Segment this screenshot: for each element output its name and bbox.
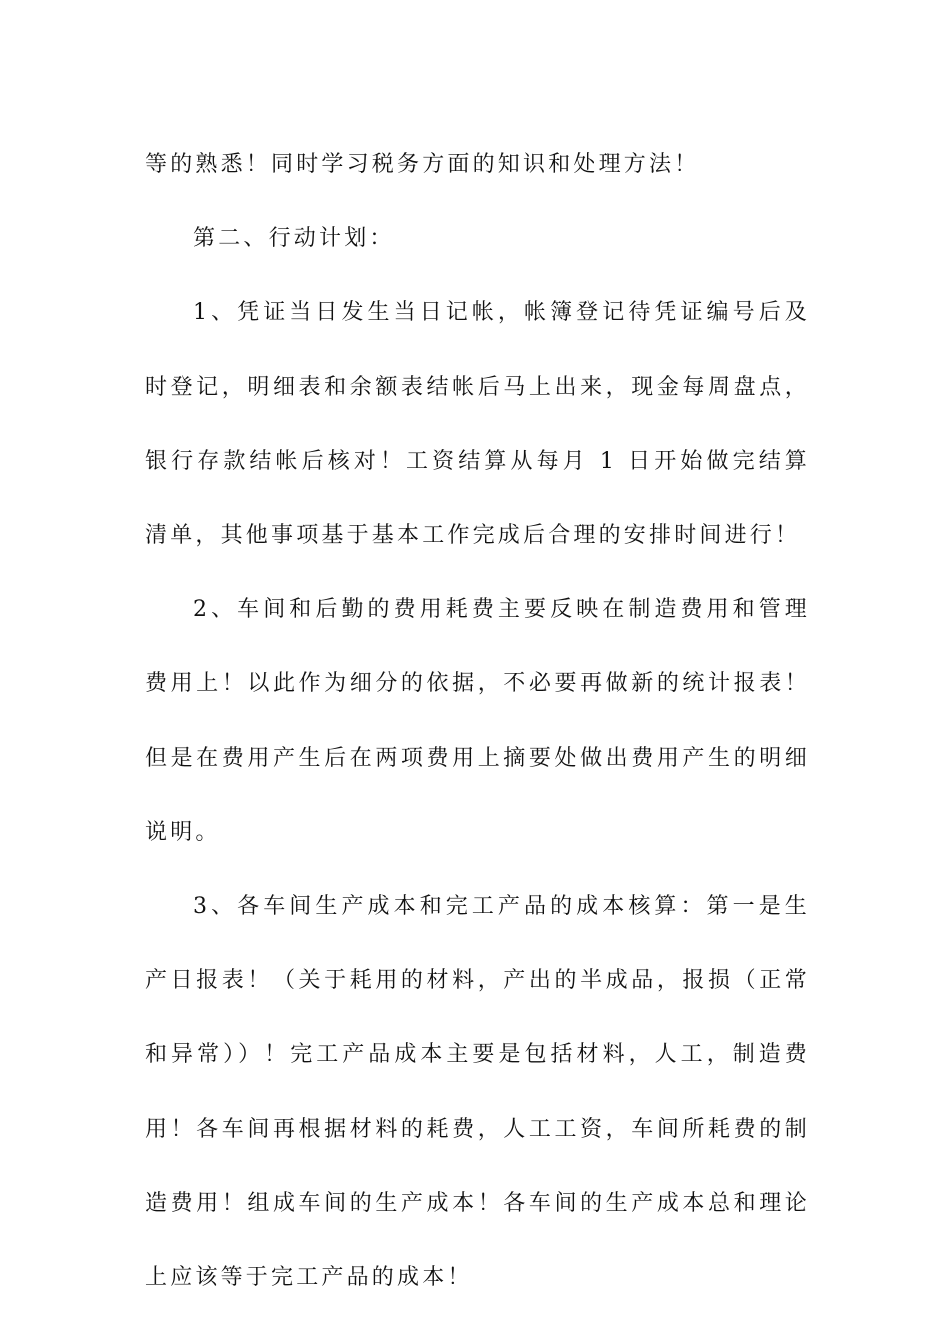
section-heading-action-plan: 第二、行动计划： <box>193 226 395 252</box>
paragraph-item-2: 2、车间和后勤的费用耗费主要反映在制造费用和管理费用上！以此作为细分的依据，不必要再做新的统计报表！但是在费用产生后在两项费用上摘要处做出费用产生的明细说明。 <box>145 597 810 845</box>
paragraph-item-1: 1、凭证当日发生当日记帐，帐簿登记待凭证编号后及时登记，明细表和余额表结帐后马上出来，现金每周盘点，银行存款结帐后核对！工资结算从每月 1 日开始做完结算清单，其他事项基于基本工作完成后合理的安排时间进行！ <box>145 300 810 549</box>
paragraph-item-3: 3、各车间生产成本和完工产品的成本核算：第一是生产日报表！（关于耗用的材料，产出的半成品，报损（正常和异常））！完工产品成本主要是包括材料，人工，制造费用！各车间再根据材料的耗费，人工工资，车间所耗费的制造费用！组成车间的生产成本！各车间的生产成本总和理论上应该等于完工产品的成本！ <box>145 894 810 1291</box>
paragraph-continuation: 等的熟悉！同时学习税务方面的知识和处理方法！ <box>145 152 700 177</box>
document-body <box>145 128 810 1315</box>
